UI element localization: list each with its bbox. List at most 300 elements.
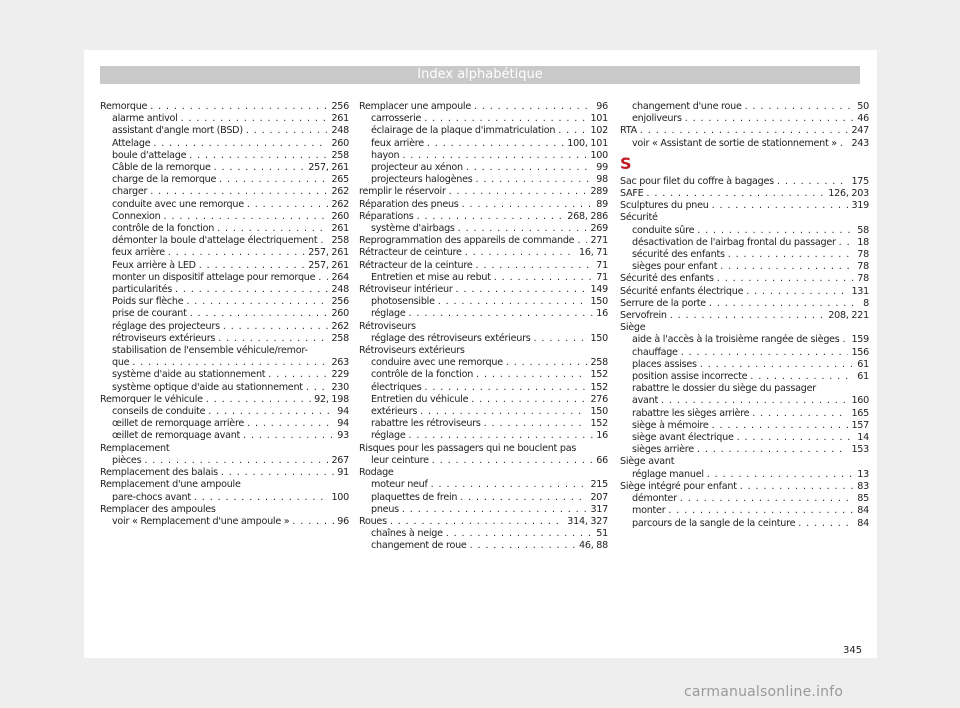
entry-label: Sculptures du pneu <box>620 200 709 212</box>
entry-label: enjoliveurs <box>632 113 682 125</box>
index-subentry <box>100 308 349 320</box>
page-reference: 78 <box>857 261 869 273</box>
index-subentry <box>359 394 608 406</box>
page-reference: 16, 71 <box>578 247 608 259</box>
leader-dots <box>843 334 849 346</box>
index-column-1 <box>100 101 349 528</box>
index-subentry <box>620 432 869 444</box>
index-entry <box>359 247 608 259</box>
index-subentry <box>100 162 349 174</box>
entry-label: Sac pour filet du coffre à bagages <box>620 175 774 187</box>
entry-label: contrôle de la fonction <box>112 223 215 235</box>
entry-label: démonter la boule d'attelage électriquement <box>112 235 318 247</box>
page-reference: 269 <box>590 223 608 235</box>
entry-label: photosensible <box>371 296 435 308</box>
index-subentry <box>100 260 349 272</box>
page-reference: 243 <box>851 137 869 149</box>
page-reference: 61 <box>857 358 869 370</box>
leader-dots <box>494 272 594 284</box>
page-reference: 319 <box>851 200 869 212</box>
page-reference: 248 <box>331 125 349 137</box>
entry-label: Rétracteur de la ceinture <box>359 259 473 271</box>
entry-label: sièges pour enfant <box>632 261 718 273</box>
page-reference: 152 <box>590 369 608 381</box>
index-subentry <box>359 504 608 516</box>
entry-label: Réparation des pneus <box>359 198 459 210</box>
entry-label: charge de la remorque <box>112 174 217 186</box>
index-subentry <box>100 211 349 223</box>
index-subentry <box>620 237 869 249</box>
leader-dots <box>247 199 329 211</box>
entry-label: que <box>112 357 130 369</box>
entry-label: Réparations <box>359 210 414 222</box>
page-reference: 262 <box>331 186 349 198</box>
entry-label: siège à mémoire <box>632 419 709 431</box>
index-subentry <box>100 296 349 308</box>
index-subentry <box>620 359 869 371</box>
leader-dots <box>720 261 854 273</box>
leader-dots <box>221 467 334 479</box>
page-reference: 102 <box>590 125 608 137</box>
index-subentry <box>359 406 608 418</box>
page-reference: 257, 261 <box>308 247 349 259</box>
entry-label: contrôle de la fonction <box>371 369 474 381</box>
index-entry <box>359 235 608 247</box>
index-column-2 <box>359 101 608 553</box>
index-subentry <box>100 113 349 125</box>
leader-dots <box>577 235 587 247</box>
page-reference: 276 <box>590 393 608 405</box>
page-reference: 92, 198 <box>314 393 349 405</box>
index-subentry <box>359 492 608 504</box>
page-reference: 264 <box>331 271 349 283</box>
index-subentry <box>100 247 349 259</box>
page-reference: 258 <box>331 235 349 247</box>
entry-label: sièges arrière <box>632 444 694 456</box>
leader-dots <box>190 308 329 320</box>
leader-dots <box>737 432 855 444</box>
entry-label: charger <box>112 186 148 198</box>
entry-label: chaînes à neige <box>371 528 443 540</box>
page-reference: 262 <box>331 320 349 332</box>
entry-label: monter un dispositif attelage pour remorque <box>112 271 316 283</box>
page-reference: 257, 261 <box>308 259 349 271</box>
leader-dots <box>153 138 328 150</box>
index-subentry <box>620 347 869 359</box>
page-reference: 85 <box>857 493 869 505</box>
entry-label: démonter <box>632 493 677 505</box>
page-reference: 149 <box>590 284 608 296</box>
page-reference: 150 <box>590 406 608 418</box>
leader-dots <box>470 540 576 552</box>
page-reference: 229 <box>331 369 349 381</box>
entry-label: réglage des projecteurs <box>112 320 220 332</box>
entry-label: Connexion <box>112 210 161 222</box>
entry-label: Remorquer le véhicule <box>100 393 203 405</box>
index-subentry <box>620 138 869 150</box>
leader-dots <box>175 284 328 296</box>
entry-label: carrosserie <box>371 113 422 125</box>
entry-label: parcours de la sangle de la ceinture <box>632 517 796 529</box>
page-reference: 271 <box>590 235 608 247</box>
index-heading: Rodage <box>359 467 394 479</box>
entry-label: Sécurité des enfants <box>620 273 714 285</box>
index-subentry <box>100 272 349 284</box>
leader-dots <box>685 113 855 125</box>
leader-dots <box>750 371 854 383</box>
leader-dots <box>456 284 588 296</box>
leader-dots <box>746 286 848 298</box>
page-reference: 265 <box>331 174 349 186</box>
entry-label: rétroviseurs extérieurs <box>112 332 216 344</box>
leader-dots <box>446 528 594 540</box>
entry-label: Attelage <box>112 137 151 149</box>
leader-dots <box>681 347 849 359</box>
entry-label: projecteur au xénon <box>371 162 463 174</box>
index-subentry <box>620 469 869 481</box>
leader-dots <box>697 225 854 237</box>
leader-dots <box>214 162 306 174</box>
leader-dots <box>709 298 860 310</box>
index-subentry <box>100 150 349 162</box>
index-subentry <box>100 174 349 186</box>
leader-dots <box>712 420 849 432</box>
page-reference: 258 <box>590 357 608 369</box>
index-subentry <box>100 382 349 394</box>
leader-dots <box>402 150 587 162</box>
entry-label: changement de roue <box>371 540 467 552</box>
leader-dots <box>700 359 854 371</box>
index-heading: Remplacement <box>100 442 170 454</box>
index-entry <box>359 211 608 223</box>
leader-dots <box>219 174 328 186</box>
entry-label: réglage <box>371 430 406 442</box>
leader-dots <box>320 235 328 247</box>
leader-dots <box>462 199 594 211</box>
entry-label: remplir le réservoir <box>359 186 446 198</box>
entry-label: avant <box>632 395 659 407</box>
index-subentry <box>359 430 608 442</box>
page-reference: 100, 101 <box>567 137 608 149</box>
page-reference: 83 <box>857 480 869 492</box>
leader-dots <box>218 333 328 345</box>
index-heading: Siège avant <box>620 456 675 468</box>
leader-dots <box>680 493 854 505</box>
leader-dots <box>449 186 588 198</box>
index-entry <box>100 467 349 479</box>
entry-label: leur ceinture <box>371 454 429 466</box>
page-reference: 207 <box>590 491 608 503</box>
index-subentry <box>100 321 349 333</box>
entry-label: électriques <box>371 381 422 393</box>
index-entry <box>620 188 869 200</box>
page-reference: 260 <box>331 210 349 222</box>
page-reference: 126, 203 <box>828 188 869 200</box>
leader-dots <box>243 430 334 442</box>
index-subentry <box>620 420 869 432</box>
entry-label: Serrure de la porte <box>620 297 706 309</box>
page-reference: 84 <box>857 505 869 517</box>
entry-label: Remplacer une ampoule <box>359 101 471 112</box>
leader-dots <box>194 492 329 504</box>
leader-dots <box>465 247 576 259</box>
index-subentry <box>359 174 608 186</box>
index-heading: Risques pour les passagers qui ne bouclent pas <box>359 442 577 454</box>
leader-dots <box>460 492 587 504</box>
entry-label: Rétroviseur intérieur <box>359 284 453 296</box>
index-subentry <box>359 125 608 137</box>
index-subentry <box>100 369 349 381</box>
page-reference: 66 <box>596 454 608 466</box>
page-reference: 261 <box>331 113 349 125</box>
leader-dots <box>424 382 587 394</box>
entry-label: système d'airbags <box>371 223 455 235</box>
page-reference: 16 <box>596 430 608 442</box>
page-reference: 91 <box>337 467 349 479</box>
index-subentry <box>100 492 349 504</box>
leader-dots <box>745 101 855 113</box>
index-subentry <box>359 357 608 369</box>
leader-dots <box>476 174 594 186</box>
entry-label: œillet de remorquage arrière <box>112 418 245 430</box>
index-entry <box>620 176 869 188</box>
page-reference: 268, 286 <box>567 210 608 222</box>
entry-label: Remorque <box>100 101 148 112</box>
page-reference: 8 <box>863 297 869 309</box>
page-reference: 156 <box>851 346 869 358</box>
entry-label: Entretien et mise au rebut <box>371 271 491 283</box>
leader-dots <box>424 113 587 125</box>
index-subentry <box>359 369 608 381</box>
page-reference: 14 <box>857 432 869 444</box>
leader-dots <box>476 260 594 272</box>
leader-dots <box>268 369 328 381</box>
page-reference: 261 <box>331 223 349 235</box>
entry-label: assistant d'angle mort (BSD) <box>112 125 243 137</box>
index-subentry <box>620 505 869 517</box>
entry-label: œillet de remorquage avant <box>112 430 241 442</box>
leader-dots <box>247 418 334 430</box>
page-reference: 262 <box>331 198 349 210</box>
page-reference: 96 <box>596 101 608 112</box>
leader-dots <box>840 138 849 150</box>
page-reference: 46 <box>857 113 869 125</box>
leader-dots <box>402 504 588 516</box>
index-entry <box>620 298 869 310</box>
index-subentry <box>620 371 869 383</box>
index-subentry-line: rabattre le dossier du siège du passager <box>632 383 816 395</box>
index-subentry <box>100 125 349 137</box>
leader-dots <box>431 479 588 491</box>
index-subentry-line: stabilisation de l'ensemble véhicule/remor- <box>112 345 308 357</box>
leader-dots <box>150 186 328 198</box>
page-reference: 260 <box>331 137 349 149</box>
index-subentry <box>620 113 869 125</box>
index-subentry <box>359 528 608 540</box>
leader-dots <box>189 150 328 162</box>
page-reference: 153 <box>851 444 869 456</box>
page-reference: 18 <box>857 236 869 248</box>
page-reference: 257, 261 <box>308 162 349 174</box>
index-subentry <box>359 308 608 320</box>
page-reference: 230 <box>331 381 349 393</box>
page-reference: 150 <box>590 296 608 308</box>
index-subentry <box>620 408 869 420</box>
leader-dots <box>474 101 593 113</box>
leader-dots <box>740 481 855 493</box>
index-heading: Rétroviseurs <box>359 320 416 332</box>
index-entry <box>359 284 608 296</box>
entry-label: boule d'attelage <box>112 149 187 161</box>
page-reference: 84 <box>857 517 869 529</box>
index-entry <box>620 200 869 212</box>
index-subentry <box>359 272 608 284</box>
index-subentry <box>359 382 608 394</box>
leader-dots <box>409 430 594 442</box>
entry-label: Poids sur flèche <box>112 296 184 308</box>
index-subentry <box>359 333 608 345</box>
leader-dots <box>217 223 328 235</box>
page-number: 345 <box>843 645 863 656</box>
entry-label: aide à l'accès à la troisième rangée de sièges <box>632 334 840 346</box>
leader-dots <box>164 211 329 223</box>
page-reference: 317 <box>590 503 608 515</box>
index-subentry <box>359 540 608 552</box>
leader-dots <box>506 357 588 369</box>
leader-dots <box>432 455 593 467</box>
index-subentry <box>100 516 349 528</box>
leader-dots <box>132 357 328 369</box>
page-reference: 16 <box>596 308 608 320</box>
leader-dots <box>646 188 825 200</box>
page-reference: 99 <box>596 162 608 174</box>
index-heading: Sécurité <box>620 212 658 224</box>
page-reference: 260 <box>331 308 349 320</box>
leader-dots <box>427 138 564 150</box>
entry-label: Siège intégré pour enfant <box>620 480 737 492</box>
page-reference: 13 <box>857 468 869 480</box>
index-subentry <box>620 261 869 273</box>
index-heading: Remplacer des ampoules <box>100 503 216 515</box>
index-subentry <box>100 186 349 198</box>
page-reference: 131 <box>851 285 869 297</box>
index-entry <box>100 101 349 113</box>
page-reference: 100 <box>331 491 349 503</box>
index-entry <box>100 394 349 406</box>
page-reference: 93 <box>337 430 349 442</box>
entry-label: réglage <box>371 308 406 320</box>
entry-label: extérieurs <box>371 406 418 418</box>
entry-label: hayon <box>371 149 400 161</box>
page-reference: 289 <box>590 186 608 198</box>
entry-label: voir « Assistant de sortie de stationnement » <box>632 137 837 149</box>
index-subentry <box>359 113 608 125</box>
entry-label: éclairage de la plaque d'immatriculation <box>371 125 556 137</box>
entry-label: projecteurs halogènes <box>371 174 473 186</box>
entry-label: plaquettes de frein <box>371 491 458 503</box>
leader-dots <box>144 455 328 467</box>
index-subentry <box>100 235 349 247</box>
index-subentry <box>359 150 608 162</box>
index-subentry <box>100 223 349 235</box>
index-subentry <box>620 225 869 237</box>
page-reference: 152 <box>590 381 608 393</box>
index-entry <box>620 481 869 493</box>
page-reference: 58 <box>857 224 869 236</box>
index-subentry <box>620 395 869 407</box>
entry-label: rabattre les sièges arrière <box>632 407 750 419</box>
index-entry <box>620 125 869 137</box>
page-reference: 215 <box>590 479 608 491</box>
page-reference: 165 <box>851 407 869 419</box>
entry-label: conduire avec une remorque <box>371 357 503 369</box>
leader-dots <box>199 260 305 272</box>
page-reference: 101 <box>590 113 608 125</box>
leader-dots <box>246 125 329 137</box>
index-letter-heading: S <box>620 153 632 173</box>
leader-dots <box>476 369 587 381</box>
index-subentry <box>100 199 349 211</box>
entry-label: moteur neuf <box>371 479 428 491</box>
index-subentry <box>620 249 869 261</box>
entry-label: changement d'une roue <box>632 101 742 112</box>
index-subentry <box>620 334 869 346</box>
page-reference: 175 <box>851 175 869 187</box>
entry-label: Roues <box>359 515 387 527</box>
page-reference: 71 <box>596 259 608 271</box>
leader-dots <box>670 310 826 322</box>
page-reference: 96 <box>337 515 349 527</box>
page-reference: 78 <box>857 249 869 261</box>
leader-dots <box>712 200 849 212</box>
index-subentry <box>100 284 349 296</box>
entry-label: SAFE <box>620 188 644 200</box>
leader-dots <box>661 395 848 407</box>
entry-label: Reprogrammation des appareils de commande <box>359 235 575 247</box>
leader-dots <box>707 469 855 481</box>
entry-label: conseils de conduite <box>112 406 206 418</box>
page-header: Index alphabétique <box>100 66 860 84</box>
page-reference: 248 <box>331 284 349 296</box>
leader-dots <box>390 516 564 528</box>
page-reference: 256 <box>331 296 349 308</box>
index-subentry <box>620 444 869 456</box>
entry-label: système optique d'aide au stationnement <box>112 381 303 393</box>
entry-label: RTA <box>620 125 637 137</box>
page-reference: 267 <box>331 454 349 466</box>
leader-dots <box>208 406 334 418</box>
page-reference: 247 <box>851 125 869 137</box>
index-subentry <box>100 418 349 430</box>
index-subentry <box>100 333 349 345</box>
leader-dots <box>420 406 587 418</box>
leader-dots <box>484 418 588 430</box>
page-reference: 78 <box>857 273 869 285</box>
entry-label: Servofrein <box>620 310 667 322</box>
index-entry <box>620 286 869 298</box>
index-heading: Rétroviseurs extérieurs <box>359 345 465 357</box>
leader-dots <box>668 505 854 517</box>
leader-dots <box>728 249 855 261</box>
index-entry <box>359 186 608 198</box>
entry-label: réglage des rétroviseurs extérieurs <box>371 332 531 344</box>
page-reference: 258 <box>331 332 349 344</box>
index-subentry <box>100 138 349 150</box>
entry-label: conduite sûre <box>632 224 695 236</box>
entry-label: siège avant électrique <box>632 432 734 444</box>
page-reference: 100 <box>590 149 608 161</box>
index-subentry <box>620 493 869 505</box>
